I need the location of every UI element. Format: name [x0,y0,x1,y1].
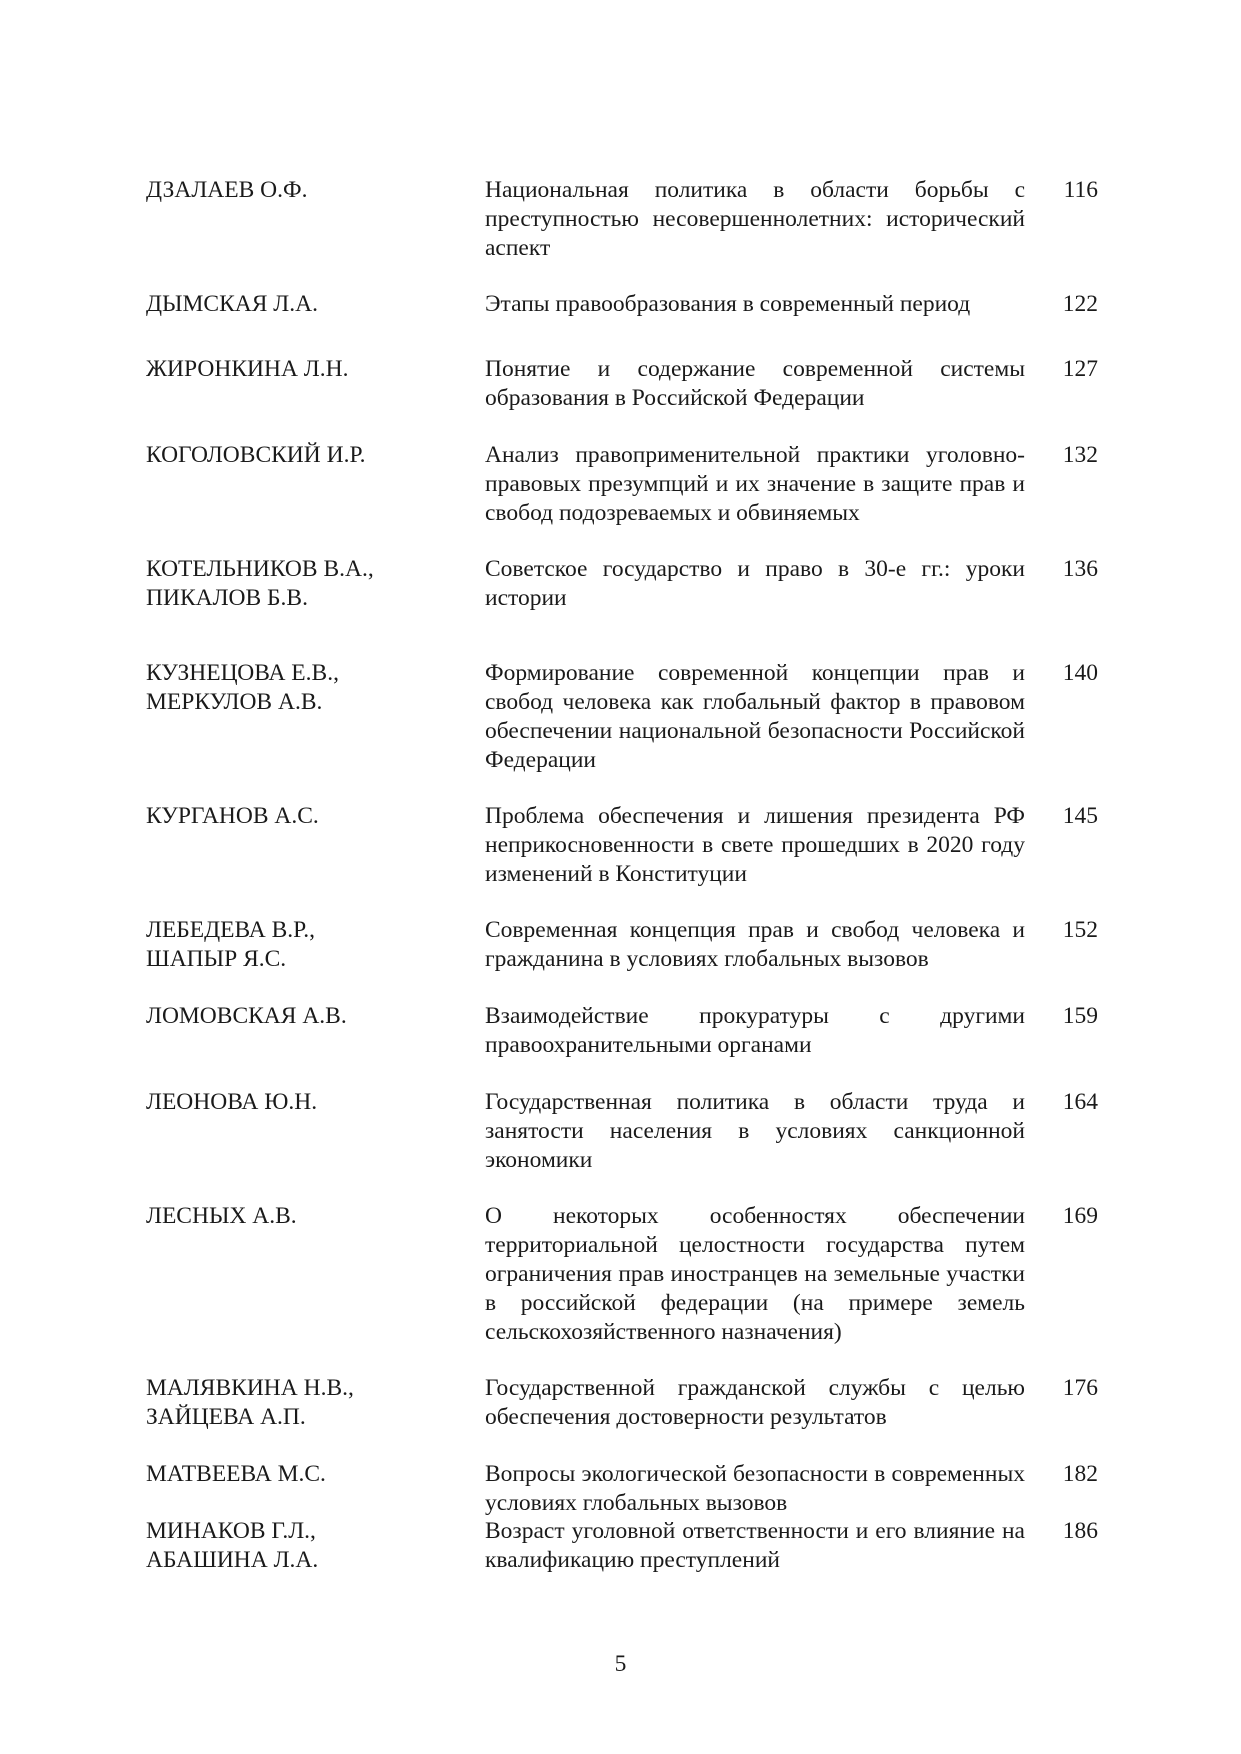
toc-author: КУЗНЕЦОВА Е.В., МЕРКУЛОВ А.В. [146,660,339,715]
toc-title: Проблема обеспечения и лишения президента РФ неприкосновенности в свете прошедших в 2020 году изменений в Конституции [485,803,1025,887]
toc-author: МАТВЕЕВА М.С. [146,1461,326,1487]
toc-author: ЛОМОВСКАЯ А.В. [146,1003,347,1029]
toc-title: Анализ правоприменительной практики уголовно-правовых презумпций и их значение в защите прав и свобод подозреваемых и обвиняемых [485,442,1025,526]
toc-author: ДЗАЛАЕВ О.Ф. [146,177,308,203]
toc-author: ЛЕОНОВА Ю.Н. [146,1089,318,1115]
toc-page-ref: 164 [1062,1089,1098,1115]
toc-page-ref: 140 [1062,660,1098,686]
toc-page-ref: 145 [1062,803,1098,829]
toc-title: О некоторых особенностях обеспечении территориальной целостности государства путем ограничения прав иностранцев на земельные участки в российской федерации (на примере земель сельскохозяйственного назначения) [485,1203,1025,1345]
toc-author: ЖИРОНКИНА Л.Н. [146,356,349,382]
toc-page-ref: 127 [1062,356,1098,382]
toc-title: Современная концепция прав и свобод человека и гражданина в условиях глобальных вызовов [485,917,1025,972]
toc-author: МАЛЯВКИНА Н.В., ЗАЙЦЕВА А.П. [146,1375,354,1430]
toc-title: Советское государство и право в 30-е гг.: уроки истории [485,556,1025,611]
toc-author: ЛЕСНЫХ А.В. [146,1203,297,1229]
toc-page-ref: 186 [1062,1518,1098,1544]
toc-page-ref: 159 [1062,1003,1098,1029]
toc-author: КОТЕЛЬНИКОВ В.А., ПИКАЛОВ Б.В. [146,556,374,611]
toc-page-ref: 122 [1062,291,1098,317]
page-number: 5 [614,1651,627,1677]
toc-title: Национальная политика в области борьбы с преступностью несовершеннолетних: исторический аспект [485,177,1025,261]
toc-title: Государственная политика в области труда и занятости населения в условиях санкционной экономики [485,1089,1025,1173]
toc-title: Возраст уголовной ответственности и его влияние на квалификацию преступлений [485,1518,1025,1573]
toc-author: КУРГАНОВ А.С. [146,803,319,829]
toc-author: ЛЕБЕДЕВА В.Р., ШАПЫР Я.С. [146,917,315,972]
toc-page-ref: 132 [1062,442,1098,468]
toc-page-ref: 152 [1062,917,1098,943]
toc-author: ДЫМСКАЯ Л.А. [146,291,318,317]
toc-title: Формирование современной концепции прав и свобод человека как глобальный фактор в правовом обеспечении национальной безопасности Российской Федерации [485,660,1025,773]
toc-title: Этапы правообразования в современный период [485,291,971,317]
toc-title: Понятие и содержание современной системы образования в Российской Федерации [485,356,1025,411]
toc-author: КОГОЛОВСКИЙ И.Р. [146,442,366,468]
toc-page-ref: 116 [1063,177,1098,203]
toc-title: Взаимодействие прокуратуры с другими правоохранительными органами [485,1003,1025,1058]
toc-title: Государственной гражданской службы с целью обеспечения достоверности результатов [485,1375,1025,1430]
toc-page-ref: 176 [1062,1375,1098,1401]
toc-author: МИНАКОВ Г.Л., АБАШИНА Л.А. [146,1518,319,1573]
toc-title: Вопросы экологической безопасности в современных условиях глобальных вызовов [485,1461,1025,1516]
toc-page-ref: 136 [1062,556,1098,582]
toc-page-ref: 169 [1062,1203,1098,1229]
toc-page-ref: 182 [1062,1461,1098,1487]
